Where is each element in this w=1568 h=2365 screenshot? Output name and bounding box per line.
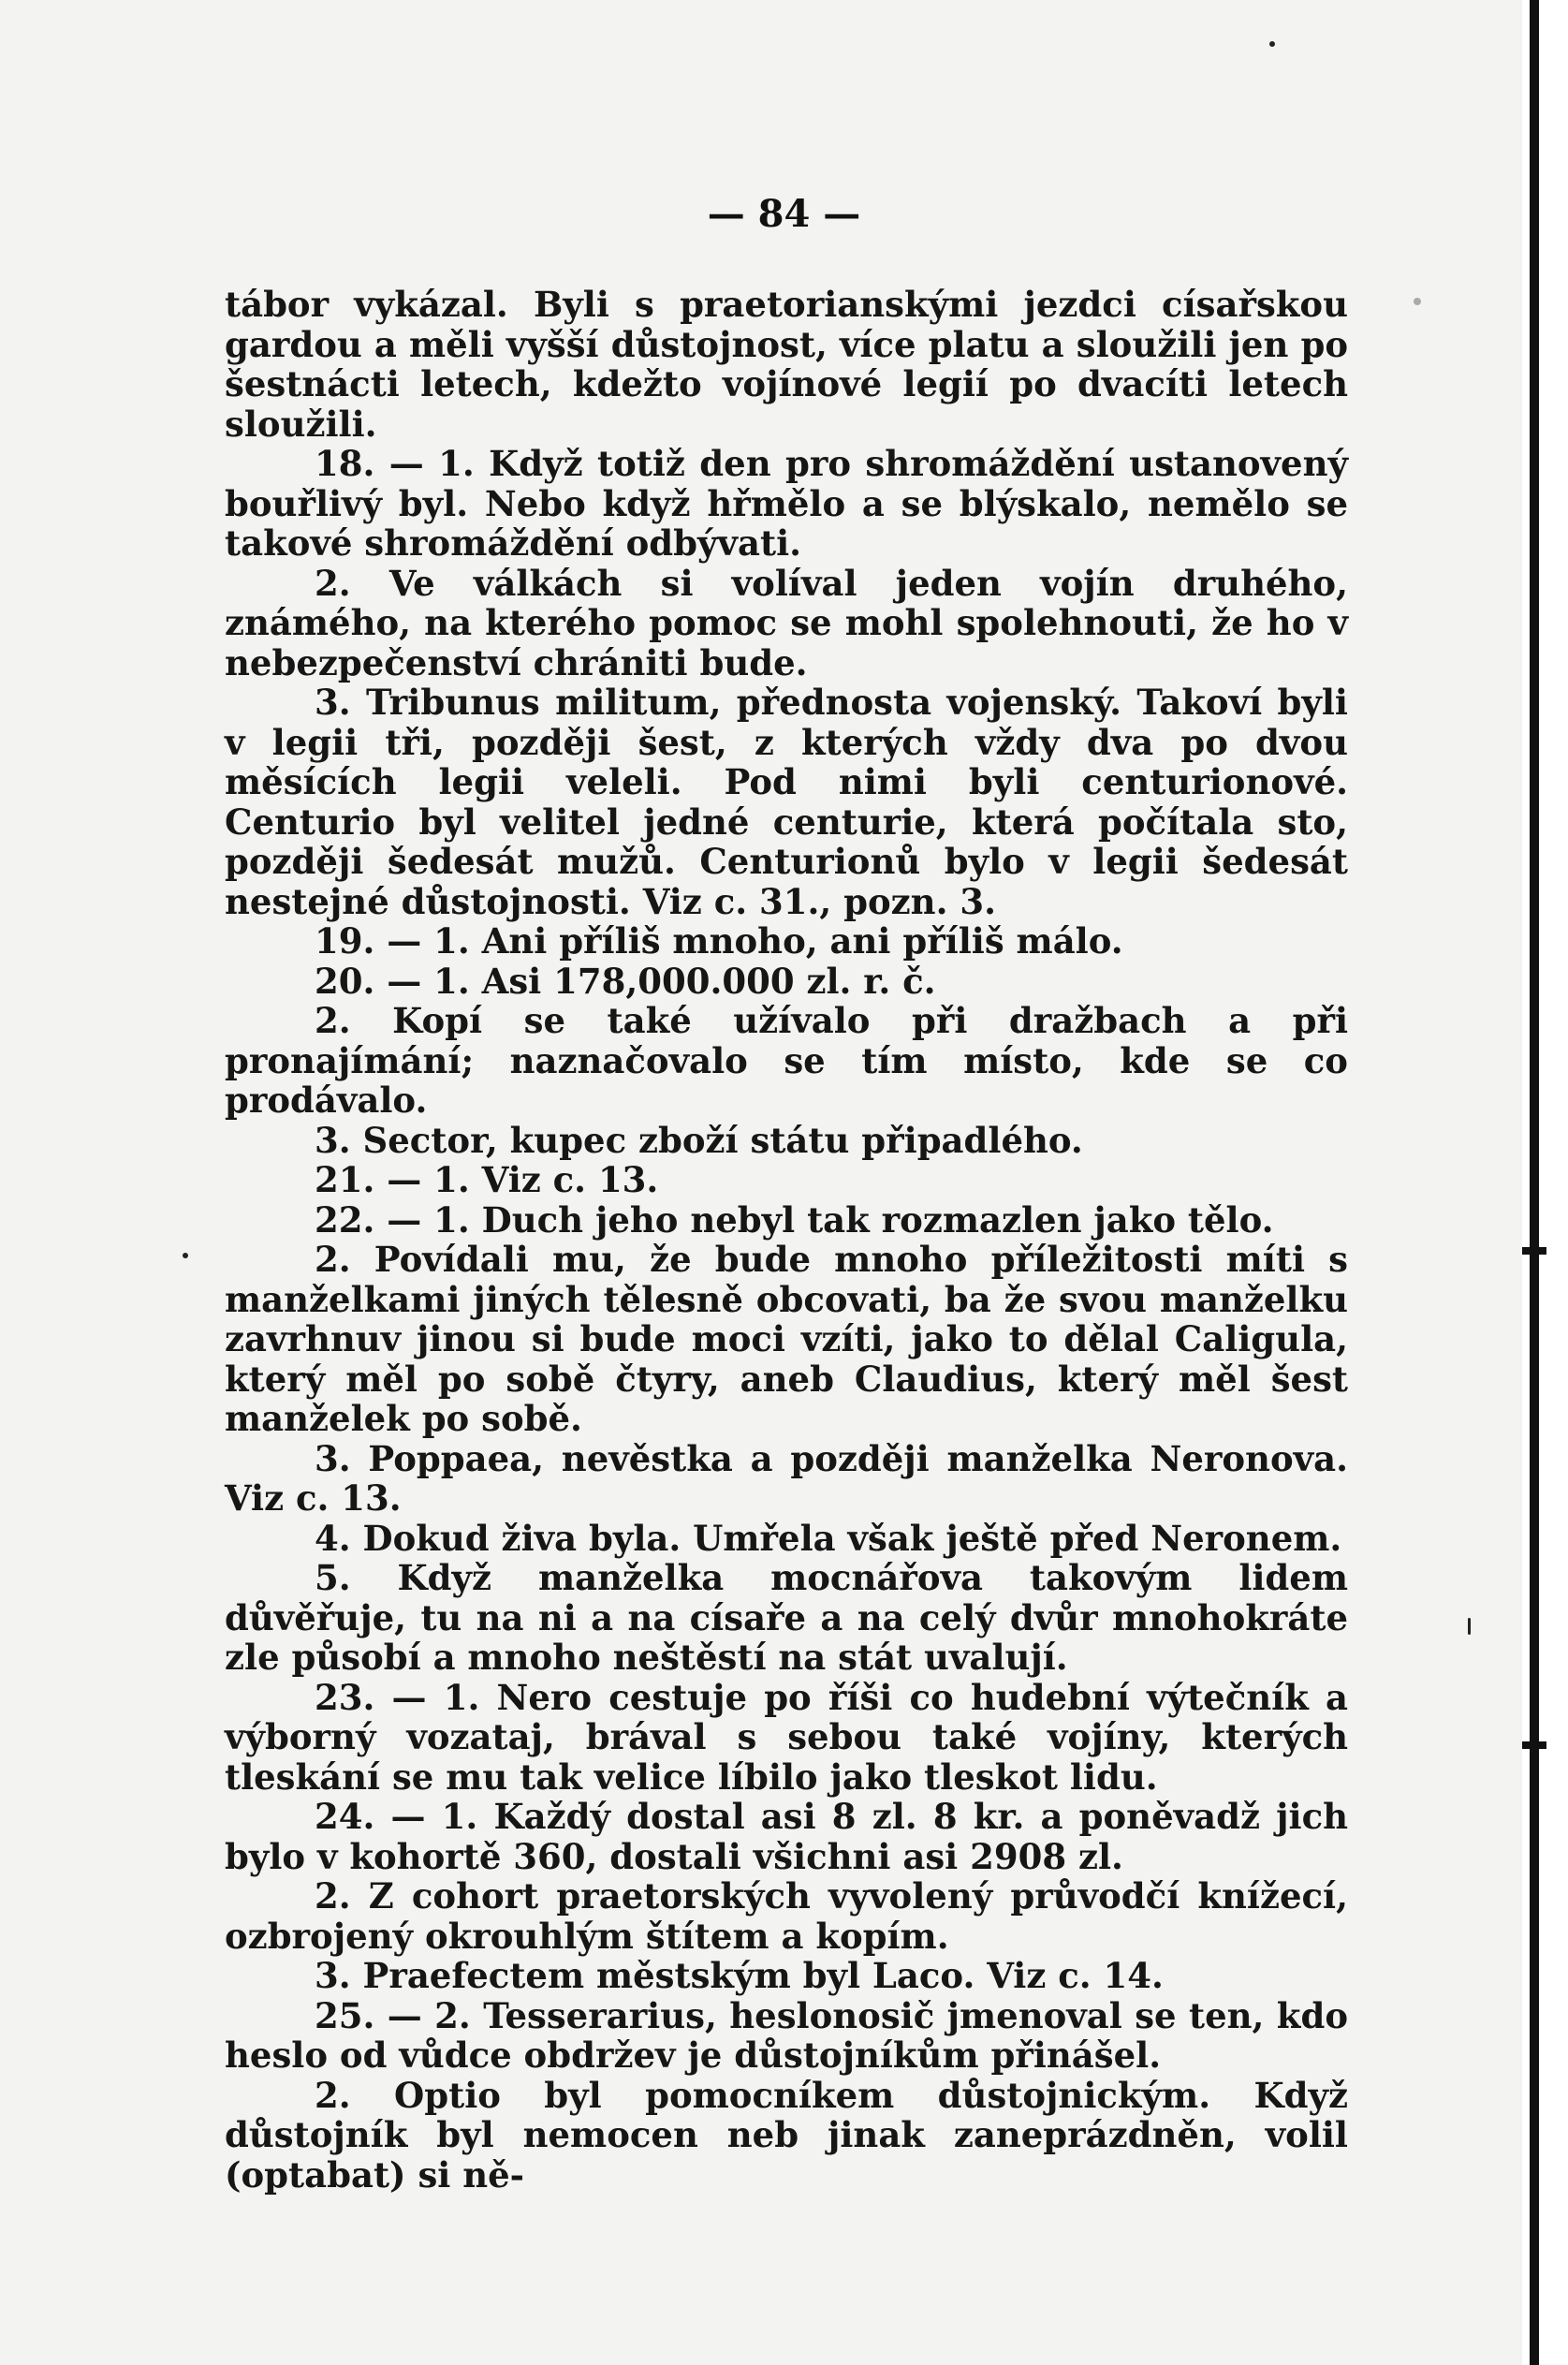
chapter-number: 19. (315, 920, 375, 962)
paragraph-text: 5. Když manželka mocnářova takovým lidem důvěřuje, tu na ni a na císaře a na celý dvůr mnohokráte zle působí a mnoho neštěstí na stát uvalují. (225, 1557, 1348, 1678)
chapter-number: 23. (315, 1676, 375, 1718)
paragraph-text: 2. Optio byl pomocníkem důstojnickým. Když důstojník byl nemocen neb jinak zaneprázdněn, volil (optabat) si ně- (225, 2074, 1348, 2196)
text-paragraph (225, 1956, 1348, 1996)
paragraph-text: — 1. Nero cestuje po říši co hudební výtečník a výborný vozataj, brával s sebou také vojíny, kterých tleskání se mu tak velice líbilo jako tleskot lidu. (225, 1676, 1348, 1798)
paragraph-text: 2. Kopí se také užívalo při dražbach a při pronajímání; naznačovalo se tím místo, kde se co prodávalo. (225, 1000, 1348, 1121)
text-paragraph (225, 285, 1348, 444)
paragraph-text: 3. Sector, kupec zboží státu připadlého. (315, 1119, 1083, 1161)
text-paragraph (225, 1797, 1348, 1876)
text-paragraph (225, 683, 1348, 921)
text-paragraph (225, 1996, 1348, 2076)
paragraph-text: — 1. Každý dostal asi 8 zl. 8 kr. a poněvadž jich bylo v kohortě 360, dostali všichni asi 2908 zl. (225, 1796, 1348, 1877)
text-paragraph (225, 1160, 1348, 1200)
paragraph-text: — 1. Asi 178,000.000 zl. r. č. (374, 960, 936, 1002)
text-paragraph (225, 962, 1348, 1002)
text-paragraph (225, 1001, 1348, 1121)
binding-notch (1522, 1247, 1546, 1255)
paragraph-text: 2. Povídali mu, že bude mnoho příležitosti míti s manželkami jiných tělesně obcovati, ba že svou manželku zavrhnuv jinou si bude moci vzíti, jako to dělal Caligula, který měl po sobě čtyry, aneb Claudius, který měl šest manželek po sobě. (225, 1239, 1348, 1439)
scan-speck (1468, 1618, 1471, 1635)
chapter-number: 25. (315, 1994, 375, 2036)
binding-notch (1522, 1741, 1546, 1749)
text-paragraph (225, 1439, 1348, 1519)
chapter-number: 20. (315, 960, 375, 1002)
text-paragraph (225, 1558, 1348, 1678)
text-paragraph (225, 1876, 1348, 1956)
paragraph-text: — 1. Duch jeho nebyl tak rozmazlen jako tělo. (374, 1198, 1274, 1241)
page-number: — 84 — (707, 192, 861, 236)
text-paragraph (225, 1240, 1348, 1439)
chapter-number: 22. (315, 1198, 375, 1241)
book-binding-edge (1530, 0, 1539, 2365)
text-paragraph (225, 1519, 1348, 1559)
paragraph-text: — 1. Ani příliš mnoho, ani příliš málo. (374, 920, 1123, 962)
scan-speck (183, 1253, 188, 1258)
text-paragraph (225, 1200, 1348, 1241)
text-paragraph (225, 921, 1348, 962)
text-paragraph (225, 564, 1348, 683)
paragraph-text: — 2. Tesserarius, heslonosič jmenoval se ten, kdo heslo od vůdce obdržev je důstojníkům přinášel. (225, 1994, 1348, 2076)
paragraph-text: tábor vykázal. Byli s praetorianskými jezdci císařskou gardou a měli vyšší důstojnost, více platu a sloužili jen po šestnácti letech, kdežto vojínové legií po dvacíti letech sloužili. (225, 284, 1348, 445)
paragraph-text: — 1. Když totiž den pro shromáždění ustanovený bouřlivý byl. Nebo když hřmělo a se blýskalo, nemělo se takové shromáždění odbývati. (225, 443, 1348, 564)
paragraph-text: 3. Tribunus militum, přednosta vojenský. Takoví byli v legii tři, později šest, z kterých vždy dva po dvou měsících legii veleli. Pod nimi byli centurionové. Centurio byl velitel jedné centurie, která počítala sto, později šedesát mužů. Centurionů bylo v legii šedesát nestejné důstojnosti. Viz c. 31., pozn. 3. (225, 682, 1348, 922)
scan-speck (1269, 41, 1275, 47)
body-text (225, 285, 1348, 2195)
paragraph-text: 3. Praefectem městským byl Laco. Viz c. 14. (315, 1955, 1164, 1996)
text-paragraph (225, 2076, 1348, 2196)
chapter-number: 21. (315, 1159, 375, 1200)
chapter-number: 18. (315, 443, 375, 484)
paragraph-text: — 1. Viz c. 13. (374, 1159, 659, 1200)
scan-speck (1414, 298, 1421, 305)
chapter-number: 24. (315, 1796, 375, 1837)
text-paragraph (225, 1121, 1348, 1161)
text-paragraph (225, 1678, 1348, 1798)
text-paragraph (225, 444, 1348, 564)
paragraph-text: 4. Dokud živa byla. Umřela však ještě před Neronem. (315, 1517, 1342, 1559)
paragraph-text: 3. Poppaea, nevěstka a později manželka Neronova. Viz c. 13. (225, 1437, 1348, 1519)
paragraph-text: 2. Z cohort praetorských vyvolený průvodčí knížecí, ozbrojený okrouhlým štítem a kopím. (225, 1875, 1348, 1957)
paragraph-text: 2. Ve válkách si volíval jeden vojín druhého, známého, na kterého pomoc se mohl spolehnouti, že ho v nebezpečenství chrániti bude. (225, 562, 1348, 683)
